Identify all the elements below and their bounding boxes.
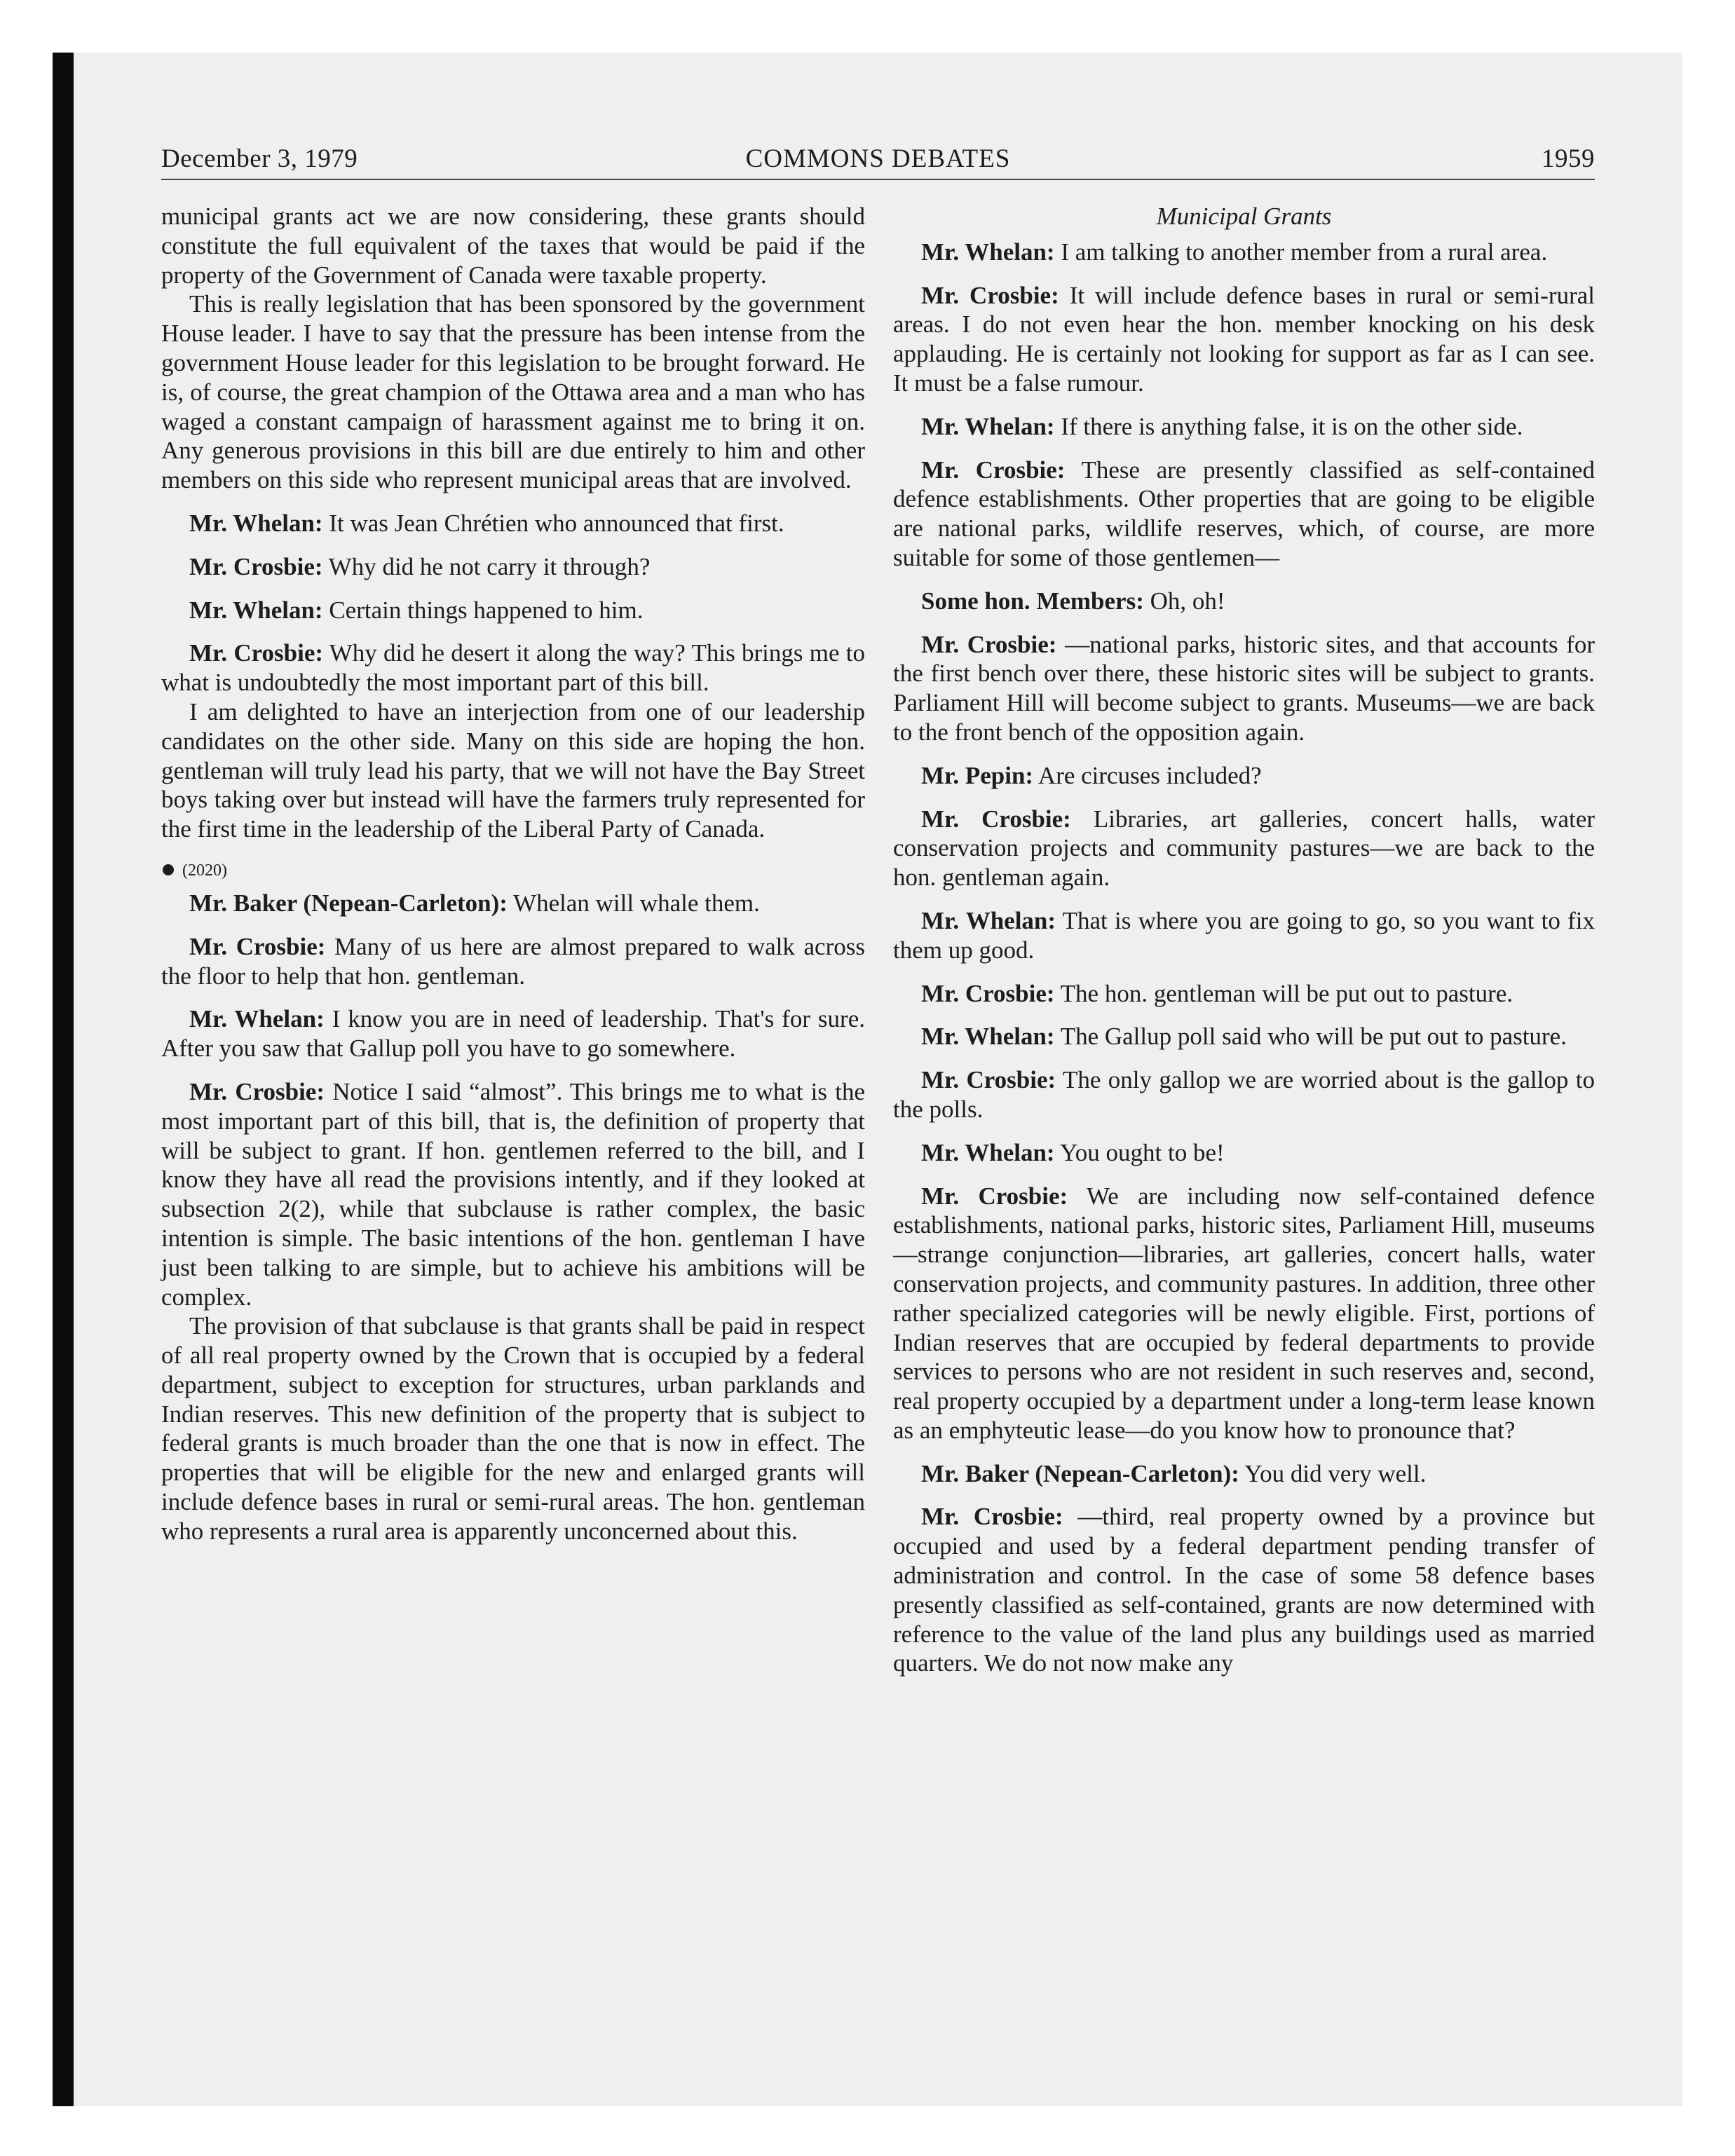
speaker-name: Mr. Crosbie: xyxy=(921,281,1059,309)
speech-paragraph xyxy=(161,1077,865,1311)
speech-paragraph xyxy=(893,281,1595,398)
header-title: COMMONS DEBATES xyxy=(745,144,1011,173)
speaker-name: Mr. Whelan: xyxy=(921,238,1055,266)
speech-paragraph xyxy=(893,1502,1595,1678)
speech-text: Why did he not carry it through? xyxy=(328,552,651,580)
speech-text: The provision of that subclause is that grants shall be paid in respect of all real property owned by the Crown that is occupied by a federal department, subject to exception for structures, urban parklands and Indian reserves. This new definition of the property that is subject to federal grants is much broader than the one that is now in effect. The properties that will be eligible for the new and enlarged grants will include defence bases in rural or semi-rural areas. The hon. gentleman who represents a rural area is apparently unconcerned about this. xyxy=(161,1312,865,1545)
speaker-name: Mr. Whelan: xyxy=(921,412,1055,440)
speaker-name: Mr. Crosbie: xyxy=(189,639,324,667)
speaker-name: Mr. Crosbie: xyxy=(921,979,1055,1007)
speech-paragraph xyxy=(161,889,865,918)
speech-text: These are presently classified as self-contained defence establishments. Other properties that are going to be eligible are national parks, wildlife reserves, which, of course, are more suitable for some of those gentlemen— xyxy=(893,456,1595,571)
speech-paragraph xyxy=(893,805,1595,892)
speaker-name: Mr. Crosbie: xyxy=(921,805,1071,833)
speaker-name: Mr. Whelan: xyxy=(921,1138,1055,1166)
speech-text: You ought to be! xyxy=(1060,1138,1225,1166)
speaker-name: Mr. Whelan: xyxy=(921,1023,1055,1051)
speech-paragraph xyxy=(893,1022,1595,1051)
speech-paragraph xyxy=(893,906,1595,965)
speech-paragraph xyxy=(893,412,1595,442)
speech-paragraph xyxy=(161,552,865,582)
speaker-name: Mr. Crosbie: xyxy=(189,1077,325,1105)
time-marker-text: (2020) xyxy=(182,861,227,880)
speaker-name: Mr. Crosbie: xyxy=(921,456,1066,484)
speech-text: Libraries, art galleries, concert halls, water conservation projects and community pastures—we are back to the hon. gentleman again. xyxy=(893,805,1595,892)
speech-text: Certain things happened to him. xyxy=(329,596,644,624)
right-column xyxy=(893,202,1595,1692)
speech-text: Oh, oh! xyxy=(1150,587,1225,615)
running-head: Municipal Grants xyxy=(1156,203,1332,230)
speech-text: Whelan will whale them. xyxy=(513,889,760,917)
speech-text: The hon. gentleman will be put out to pasture. xyxy=(1060,979,1513,1007)
speech-text: The Gallup poll said who will be put out to pasture. xyxy=(1060,1023,1567,1051)
speech-paragraph xyxy=(161,932,865,991)
speech-paragraph xyxy=(893,761,1595,791)
speaker-name: Mr. Pepin: xyxy=(921,761,1034,789)
speech-text: municipal grants act we are now considering, these grants should constitute the full equivalent of the taxes that would be paid if the property of the Government of Canada were taxable property. xyxy=(161,203,865,289)
speaker-name: Mr. Whelan: xyxy=(189,509,323,537)
speaker-name: Mr. Baker (Nepean-Carleton): xyxy=(921,1459,1239,1487)
speech-paragraph xyxy=(161,509,865,538)
speech-text: This is really legislation that has been sponsored by the government House leader. I have to say that the pressure has been intense from the government House leader for this legislation to be brought forward. He is, of course, the great champion of the Ottawa area and a man who has waged a constant campaign of harassment against me to bring it on. Any generous provisions in this bill are due entirely to him and other members on this side who represent municipal areas that are involved. xyxy=(161,290,865,494)
speech-text: —national parks, historic sites, and that accounts for the first bench over there, these historic sites will be subject to grants. Parliament Hill will become subject to grants. Museums—we are back to the front bench of the opposition again. xyxy=(893,630,1595,746)
speaker-name: Mr. Crosbie: xyxy=(921,1503,1063,1531)
speech-text: Why did he desert it along the way? This brings me to what is undoubtedly the most important part of this bill. xyxy=(161,639,865,697)
speech-paragraph xyxy=(893,587,1595,616)
speaker-name: Some hon. Members: xyxy=(921,587,1144,615)
speech-paragraph xyxy=(893,1065,1595,1124)
speech-paragraph xyxy=(893,979,1595,1009)
speaker-name: Mr. Crosbie: xyxy=(921,1182,1068,1210)
speaker-name: Mr. Crosbie: xyxy=(189,552,323,580)
speaker-name: Mr. Whelan: xyxy=(921,906,1056,934)
speech-text: Are circuses included? xyxy=(1037,761,1262,789)
speech-text: I am delighted to have an interjection from one of our leadership candidates on the other side. Many on this side are hoping the hon. gentleman will truly lead his party, that we will not have the Bay Street boys taking over but instead will have the farmers truly represented for the first time in the leadership of the Liberal Party of Canada. xyxy=(161,697,865,843)
header-page-number: 1959 xyxy=(1542,144,1595,173)
speech-text: Many of us here are almost prepared to walk across the floor to help that hon. gentleman. xyxy=(161,932,865,990)
speech-text: It will include defence bases in rural or semi-rural areas. I do not even hear the hon. member knocking on his desk applauding. He is certainly not looking for support as far as I can see. It must be a false rumour. xyxy=(893,281,1595,397)
speech-text: The only gallop we are worried about is the gallop to the polls. xyxy=(893,1066,1595,1123)
speech-paragraph xyxy=(893,1459,1595,1489)
speech-paragraph xyxy=(161,596,865,625)
speech-text: It was Jean Chrétien who announced that first. xyxy=(329,509,784,537)
speech-paragraph xyxy=(161,1004,865,1063)
speaker-name: Mr. Whelan: xyxy=(189,1005,325,1033)
bullet-icon xyxy=(163,864,174,875)
left-column xyxy=(161,202,865,1560)
speech-text: We are including now self-contained defence establishments, national parks, historic sites, Parliament Hill, museums—strange conjunction—libraries, art galleries, concert halls, water conservation projects, and community pastures. In addition, three other rather specialized categories will be newly eligible. First, portions of Indian reserves that are occupied by federal departments to provide services to persons who are not resident in such reserves and, second, real property occupied by a department under a long-term lease known as an emphyteutic lease—do you know how to pronounce that? xyxy=(893,1182,1595,1444)
binding-shadow xyxy=(53,53,74,2106)
speech-text: That is where you are going to go, so you want to fix them up good. xyxy=(893,906,1595,964)
speech-text: You did very well. xyxy=(1244,1459,1427,1487)
header-date: December 3, 1979 xyxy=(161,144,358,173)
speech-paragraph xyxy=(893,238,1595,267)
speaker-name: Mr. Whelan: xyxy=(189,596,323,624)
speech-text: I am talking to another member from a rural area. xyxy=(1061,238,1548,266)
speech-paragraph xyxy=(161,697,865,844)
speech-text: I know you are in need of leadership. That's for sure. After you saw that Gallup poll you have to go somewhere. xyxy=(161,1005,865,1063)
speech-paragraph xyxy=(893,630,1595,747)
speech-paragraph xyxy=(893,1138,1595,1168)
speaker-name: Mr. Baker (Nepean-Carleton): xyxy=(189,889,508,917)
speech-paragraph xyxy=(893,456,1595,573)
speech-paragraph xyxy=(161,639,865,697)
speaker-name: Mr. Crosbie: xyxy=(189,932,326,960)
speech-paragraph xyxy=(893,1182,1595,1445)
speech-paragraph xyxy=(161,289,865,495)
speech-paragraph xyxy=(161,202,865,289)
page-header xyxy=(161,144,1595,180)
speech-text: If there is anything false, it is on the other side. xyxy=(1061,412,1523,440)
time-marker xyxy=(161,858,865,883)
speaker-name: Mr. Crosbie: xyxy=(921,1066,1056,1094)
speech-text: —third, real property owned by a province but occupied and used by a federal department pending transfer of administration and control. In the case of some 58 defence bases presently classified as self-contained, grants are now determined with reference to the value of the land plus any buildings used as married quarters. We do not now make any xyxy=(893,1503,1595,1677)
speech-text: Notice I said “almost”. This brings me to what is the most important part of this bill, that is, the definition of property that will be subject to grant. If hon. gentlemen referred to the bill, and I know they have all read the provisions intently, and if they looked at subsection 2(2), while that subclause is rather complex, the basic intention is simple. The basic intentions of the hon. gentleman I have just been talking to are simple, but to achieve his ambitions will be complex. xyxy=(161,1077,865,1311)
speech-paragraph xyxy=(161,1311,865,1546)
speaker-name: Mr. Crosbie: xyxy=(921,630,1057,658)
